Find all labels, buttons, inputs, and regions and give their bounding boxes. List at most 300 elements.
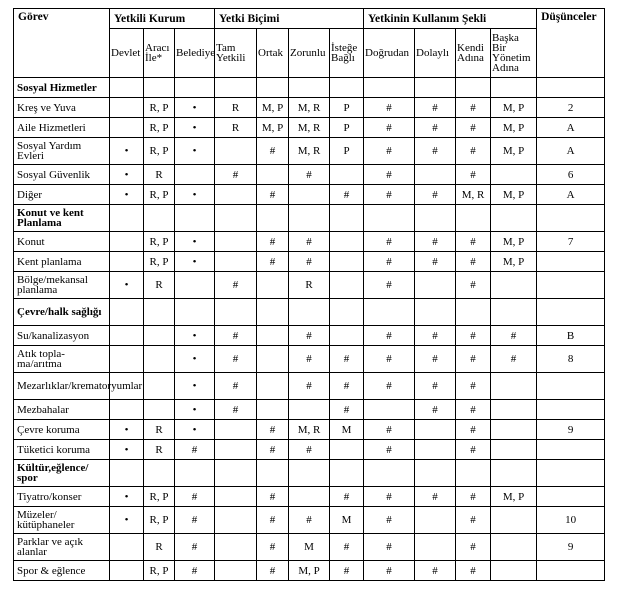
table-cell: #: [175, 561, 215, 581]
table-row: [14, 346, 605, 373]
table-cell: •: [110, 507, 144, 534]
table-cell: [456, 205, 491, 232]
table-cell: [289, 487, 330, 507]
table-cell: •: [175, 138, 215, 165]
table-cell: [330, 299, 364, 326]
table-cell: #: [330, 185, 364, 205]
table-cell: [144, 205, 175, 232]
table-cell: [537, 299, 605, 326]
table-cell: #: [364, 252, 415, 272]
table-cell: 10: [537, 507, 605, 534]
table-cell: #: [415, 400, 456, 420]
table-cell: [537, 400, 605, 420]
table-cell: [330, 460, 364, 487]
table-cell: #: [257, 507, 289, 534]
table-cell: #: [215, 326, 257, 346]
table-cell: [491, 205, 537, 232]
table-cell: [257, 299, 289, 326]
table-cell: M, P: [491, 232, 537, 252]
table-cell: •: [110, 487, 144, 507]
authority-table: [13, 8, 605, 581]
task-label: Kreş ve Yuva: [14, 98, 110, 118]
table-cell: R, P: [144, 185, 175, 205]
table-cell: #: [415, 252, 456, 272]
table-cell: #: [415, 98, 456, 118]
table-cell: #: [456, 252, 491, 272]
table-cell: #: [415, 185, 456, 205]
table-cell: [175, 205, 215, 232]
table-cell: [110, 205, 144, 232]
table-cell: [215, 138, 257, 165]
task-label: Aile Hizmetleri: [14, 118, 110, 138]
table-cell: #: [364, 118, 415, 138]
table-cell: [364, 205, 415, 232]
table-row: [14, 487, 605, 507]
table-cell: [456, 299, 491, 326]
table-cell: R: [289, 272, 330, 299]
table-cell: [537, 373, 605, 400]
table-cell: [330, 78, 364, 98]
table-cell: M, R: [456, 185, 491, 205]
table-cell: #: [175, 534, 215, 561]
table-cell: R: [144, 165, 175, 185]
table-cell: [215, 205, 257, 232]
table-cell: [491, 400, 537, 420]
table-cell: #: [364, 232, 415, 252]
table-cell: #: [289, 373, 330, 400]
table-cell: [415, 272, 456, 299]
table-cell: #: [364, 346, 415, 373]
table-cell: [491, 373, 537, 400]
header-usage: Yetkinin Kullanım Şekli: [364, 9, 537, 29]
table-cell: A: [537, 185, 605, 205]
table-cell: [537, 440, 605, 460]
subheader: Aracı İle*: [144, 29, 175, 78]
table-cell: M, P: [491, 185, 537, 205]
table-cell: [289, 460, 330, 487]
table-cell: [537, 252, 605, 272]
table-cell: [456, 460, 491, 487]
table-cell: R: [215, 118, 257, 138]
table-cell: [175, 299, 215, 326]
table-cell: M: [330, 420, 364, 440]
table-cell: #: [364, 165, 415, 185]
header-notes: Düşünceler: [537, 9, 605, 78]
table-cell: 9: [537, 420, 605, 440]
section-label: Kültür,eğlence/ spor: [14, 460, 110, 487]
subheader: Doğrudan: [364, 29, 415, 78]
table-cell: R, P: [144, 252, 175, 272]
table-cell: [175, 78, 215, 98]
table-cell: •: [110, 420, 144, 440]
table-cell: #: [491, 346, 537, 373]
table-cell: #: [215, 272, 257, 299]
table-cell: [257, 400, 289, 420]
subheader: İsteğe Bağlı: [330, 29, 364, 78]
table-cell: [110, 400, 144, 420]
table-cell: •: [175, 98, 215, 118]
table-cell: #: [364, 98, 415, 118]
table-cell: [110, 252, 144, 272]
table-cell: [537, 78, 605, 98]
table-cell: [491, 561, 537, 581]
task-label: Konut: [14, 232, 110, 252]
table-cell: [537, 561, 605, 581]
table-cell: M, P: [491, 252, 537, 272]
task-label: Çevre koruma: [14, 420, 110, 440]
table-cell: •: [175, 420, 215, 440]
table-cell: [330, 205, 364, 232]
table-cell: #: [415, 138, 456, 165]
table-row: [14, 138, 605, 165]
table-cell: [215, 252, 257, 272]
table-cell: #: [175, 507, 215, 534]
table-cell: #: [330, 561, 364, 581]
table-cell: [144, 460, 175, 487]
table-cell: •: [110, 272, 144, 299]
table-cell: P: [330, 138, 364, 165]
table-cell: [110, 346, 144, 373]
table-cell: #: [289, 346, 330, 373]
table-cell: [456, 78, 491, 98]
table-cell: #: [415, 326, 456, 346]
table-cell: [257, 78, 289, 98]
table-cell: [110, 561, 144, 581]
table-cell: M, P: [289, 561, 330, 581]
table-cell: #: [289, 507, 330, 534]
table-cell: [110, 326, 144, 346]
table-cell: [215, 561, 257, 581]
table-cell: #: [456, 507, 491, 534]
table-cell: [110, 98, 144, 118]
table-cell: [415, 534, 456, 561]
table-cell: #: [364, 507, 415, 534]
section-label: Sosyal Hizmetler: [14, 78, 110, 98]
table-cell: #: [257, 420, 289, 440]
task-label: Bölge/mekansal planlama: [14, 272, 110, 299]
table-cell: [415, 420, 456, 440]
table-cell: #: [257, 561, 289, 581]
table-cell: R: [144, 420, 175, 440]
subheader: Devlet: [110, 29, 144, 78]
table-cell: #: [456, 561, 491, 581]
table-cell: [415, 507, 456, 534]
table-cell: [110, 78, 144, 98]
table-cell: [415, 165, 456, 185]
table-row: [14, 373, 605, 400]
table-row: [14, 561, 605, 581]
table-cell: [415, 78, 456, 98]
table-cell: #: [415, 346, 456, 373]
table-cell: [144, 326, 175, 346]
table-cell: [364, 460, 415, 487]
section-row: [14, 460, 605, 487]
table-cell: #: [257, 440, 289, 460]
table-cell: •: [110, 138, 144, 165]
section-row: [14, 205, 605, 232]
task-label: Diğer: [14, 185, 110, 205]
table-cell: #: [257, 534, 289, 561]
table-cell: P: [330, 98, 364, 118]
task-label: Tüketici koruma: [14, 440, 110, 460]
header-form: Yetki Biçimi: [215, 9, 364, 29]
task-label: Müzeler/ kütüphaneler: [14, 507, 110, 534]
table-cell: [257, 460, 289, 487]
table-cell: [215, 507, 257, 534]
table-cell: [257, 373, 289, 400]
table-cell: #: [364, 373, 415, 400]
table-cell: [289, 205, 330, 232]
table-cell: #: [456, 487, 491, 507]
table-cell: [110, 232, 144, 252]
table-cell: #: [456, 534, 491, 561]
table-cell: #: [456, 232, 491, 252]
table-cell: #: [289, 326, 330, 346]
table-cell: [144, 78, 175, 98]
subheader: Tam Yetkili: [215, 29, 257, 78]
header-authority: Yetkili Kurum: [110, 9, 215, 29]
table-cell: •: [175, 326, 215, 346]
table-cell: R: [144, 440, 175, 460]
table-cell: •: [175, 118, 215, 138]
table-cell: #: [289, 252, 330, 272]
table-row: [14, 98, 605, 118]
table-cell: [175, 460, 215, 487]
table-cell: #: [364, 185, 415, 205]
table-cell: [537, 205, 605, 232]
table-cell: #: [491, 326, 537, 346]
table-cell: [257, 165, 289, 185]
table-cell: #: [257, 487, 289, 507]
table-cell: [257, 326, 289, 346]
table-cell: [175, 165, 215, 185]
table-row: [14, 534, 605, 561]
task-label: Spor & eğlence: [14, 561, 110, 581]
table-cell: 9: [537, 534, 605, 561]
table-row: [14, 252, 605, 272]
table-cell: #: [330, 373, 364, 400]
table-row: [14, 185, 605, 205]
table-cell: [330, 232, 364, 252]
table-cell: R: [144, 272, 175, 299]
table-cell: [289, 400, 330, 420]
table-cell: #: [364, 487, 415, 507]
task-label: Atık topla-ma/arıtma: [14, 346, 110, 373]
table-row: [14, 400, 605, 420]
table-cell: #: [364, 561, 415, 581]
table-cell: #: [456, 420, 491, 440]
table-cell: M, P: [491, 138, 537, 165]
table-cell: [175, 272, 215, 299]
table-cell: #: [330, 346, 364, 373]
table-row: [14, 326, 605, 346]
table-cell: [257, 346, 289, 373]
table-cell: R, P: [144, 138, 175, 165]
table-cell: #: [257, 252, 289, 272]
table-cell: [289, 299, 330, 326]
table-cell: [215, 460, 257, 487]
table-cell: 8: [537, 346, 605, 373]
table-cell: [415, 299, 456, 326]
table-cell: [215, 78, 257, 98]
table-cell: M, R: [289, 420, 330, 440]
table-cell: •: [175, 232, 215, 252]
table-cell: [491, 440, 537, 460]
table-cell: A: [537, 118, 605, 138]
table-row: [14, 165, 605, 185]
table-cell: [257, 205, 289, 232]
table-cell: [415, 460, 456, 487]
table-cell: R, P: [144, 487, 175, 507]
table-cell: #: [456, 326, 491, 346]
table-cell: 2: [537, 98, 605, 118]
table-cell: [537, 272, 605, 299]
table-cell: [110, 460, 144, 487]
table-cell: #: [456, 165, 491, 185]
table-cell: B: [537, 326, 605, 346]
table-cell: #: [415, 487, 456, 507]
task-label: Mezarlıklar/krematoryumlar: [14, 373, 110, 400]
task-label: Sosyal Yardım Evleri: [14, 138, 110, 165]
table-cell: [330, 272, 364, 299]
table-cell: R, P: [144, 118, 175, 138]
table-row: [14, 420, 605, 440]
subheader: Zorunlu: [289, 29, 330, 78]
table-cell: [364, 78, 415, 98]
table-cell: [415, 440, 456, 460]
section-label: Çevre/halk sağlığı: [14, 299, 110, 326]
table-cell: R, P: [144, 507, 175, 534]
section-row: [14, 78, 605, 98]
table-cell: [330, 326, 364, 346]
table-cell: R, P: [144, 561, 175, 581]
task-label: Su/kanalizasyon: [14, 326, 110, 346]
table-cell: [491, 165, 537, 185]
table-cell: #: [175, 440, 215, 460]
table-cell: #: [257, 232, 289, 252]
table-cell: [215, 299, 257, 326]
table-cell: #: [456, 272, 491, 299]
table-cell: [415, 205, 456, 232]
table-cell: M, P: [491, 487, 537, 507]
table-cell: #: [456, 400, 491, 420]
table-cell: #: [456, 440, 491, 460]
table-cell: [215, 534, 257, 561]
table-cell: #: [364, 272, 415, 299]
table-cell: #: [215, 165, 257, 185]
table-cell: #: [330, 400, 364, 420]
task-label: Parklar ve açık alanlar: [14, 534, 110, 561]
table-row: [14, 118, 605, 138]
table-cell: •: [110, 185, 144, 205]
table-cell: #: [330, 534, 364, 561]
table-cell: •: [110, 440, 144, 460]
table-cell: [491, 272, 537, 299]
table-cell: [215, 185, 257, 205]
table-cell: #: [415, 373, 456, 400]
table-cell: [537, 460, 605, 487]
table-cell: [144, 400, 175, 420]
table-cell: M: [330, 507, 364, 534]
table-cell: [215, 232, 257, 252]
table-cell: 7: [537, 232, 605, 252]
table-cell: [289, 185, 330, 205]
table-cell: R, P: [144, 232, 175, 252]
table-cell: [215, 440, 257, 460]
table-row: [14, 232, 605, 252]
table-cell: M, P: [257, 98, 289, 118]
table-cell: [289, 78, 330, 98]
table-cell: M: [289, 534, 330, 561]
table-cell: P: [330, 118, 364, 138]
table-cell: [110, 534, 144, 561]
subheader: Başka Bir Yönetim Adına: [491, 29, 537, 78]
table-cell: [144, 373, 175, 400]
table-cell: [110, 299, 144, 326]
table-cell: •: [110, 165, 144, 185]
section-label: Konut ve kent Planlama: [14, 205, 110, 232]
table-cell: R: [215, 98, 257, 118]
table-cell: #: [289, 232, 330, 252]
table-cell: 6: [537, 165, 605, 185]
table-cell: [491, 507, 537, 534]
table-cell: [491, 420, 537, 440]
table-row: [14, 507, 605, 534]
table-cell: [110, 118, 144, 138]
subheader: Ortak: [257, 29, 289, 78]
table-cell: [215, 487, 257, 507]
table-cell: [537, 487, 605, 507]
table-cell: [491, 460, 537, 487]
task-label: Sosyal Güvenlik: [14, 165, 110, 185]
table-cell: #: [456, 138, 491, 165]
table-cell: [215, 420, 257, 440]
table-cell: #: [257, 185, 289, 205]
table-cell: #: [456, 118, 491, 138]
table-cell: [491, 534, 537, 561]
table-cell: [491, 299, 537, 326]
table-cell: M, P: [491, 98, 537, 118]
table-cell: M, R: [289, 138, 330, 165]
table-cell: #: [175, 487, 215, 507]
table-cell: R: [144, 534, 175, 561]
table-cell: #: [364, 534, 415, 561]
table-cell: [364, 400, 415, 420]
table-cell: #: [415, 561, 456, 581]
table-cell: [364, 299, 415, 326]
table-cell: #: [456, 98, 491, 118]
task-label: Mezbahalar: [14, 400, 110, 420]
table-cell: •: [175, 252, 215, 272]
table-row: [14, 272, 605, 299]
table-cell: #: [364, 440, 415, 460]
table-cell: #: [289, 165, 330, 185]
table-cell: M, P: [491, 118, 537, 138]
table-row: [14, 440, 605, 460]
table-cell: M, P: [257, 118, 289, 138]
table-cell: #: [456, 373, 491, 400]
table-cell: #: [415, 118, 456, 138]
table-cell: #: [364, 326, 415, 346]
table-cell: [330, 252, 364, 272]
table-cell: [144, 299, 175, 326]
table-cell: #: [330, 487, 364, 507]
table-cell: M, R: [289, 118, 330, 138]
table-cell: #: [289, 440, 330, 460]
table-cell: #: [456, 346, 491, 373]
table-cell: #: [215, 346, 257, 373]
table-cell: [257, 272, 289, 299]
